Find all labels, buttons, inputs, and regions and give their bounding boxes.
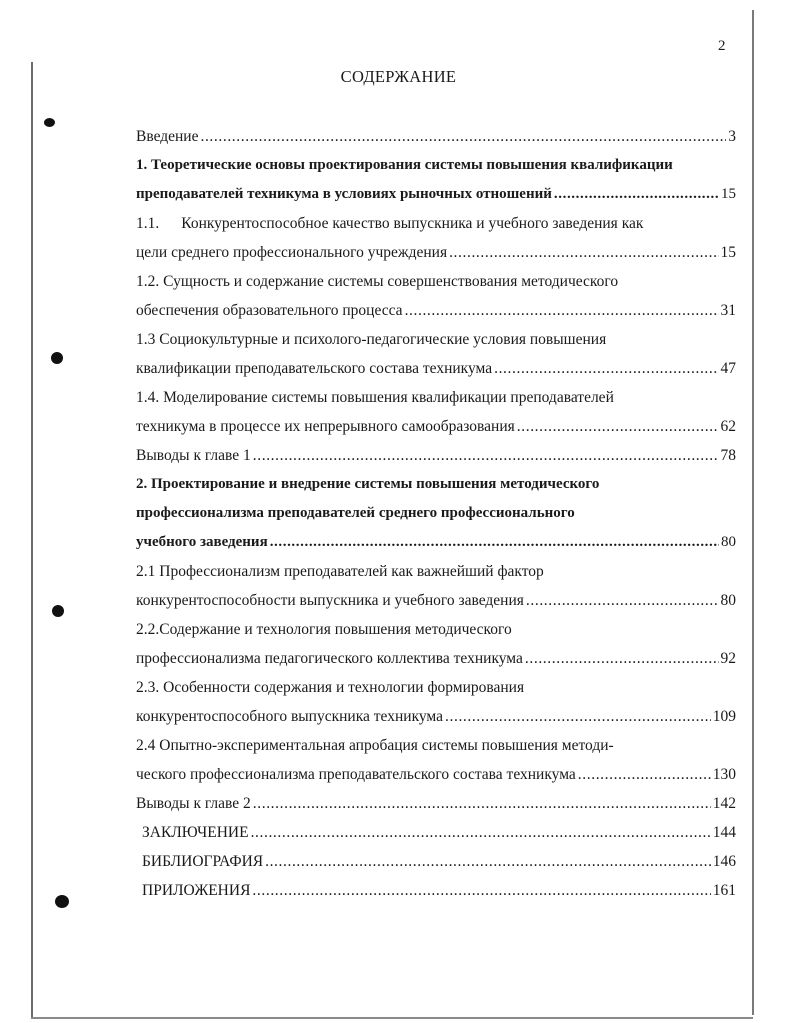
leader-dots xyxy=(200,122,726,151)
toc-entry-text: 2.4 Опытно-экспериментальная апробация системы повышения методи- xyxy=(136,737,614,754)
scan-bottom-edge xyxy=(31,1017,753,1019)
toc-entry-chapter-2-cont xyxy=(136,499,736,528)
toc-page-number: 130 xyxy=(712,766,736,783)
toc-entry-chapter-2 xyxy=(136,470,736,499)
toc-page-number: 62 xyxy=(720,418,736,435)
punch-hole-mark xyxy=(51,352,63,364)
table-of-contents xyxy=(136,122,736,905)
toc-entry-intro xyxy=(136,122,736,151)
toc-entry-text: 2.3. Особенности содержания и технологии формирования xyxy=(136,679,525,696)
toc-entry-section-2-4-cont xyxy=(136,760,736,789)
toc-entry-final-conclusion xyxy=(136,818,736,847)
toc-page-number: 3 xyxy=(728,128,736,145)
toc-entry-section-2-1-cont xyxy=(136,586,736,615)
toc-entry-section-2-3 xyxy=(136,673,736,702)
toc-entry-text: 2. Проектирование и внедрение системы повышения методического xyxy=(136,476,600,492)
toc-entry-section-2-3-cont xyxy=(136,702,736,731)
leader-dots xyxy=(445,702,711,731)
scan-right-edge xyxy=(752,10,754,1015)
toc-page-number: 92 xyxy=(720,650,736,667)
page-number: 2 xyxy=(718,38,726,54)
leader-dots xyxy=(525,644,719,673)
toc-entry-section-2-2 xyxy=(136,615,736,644)
toc-entry-chapter-1 xyxy=(136,151,736,180)
leader-dots xyxy=(494,354,718,383)
toc-page-number: 31 xyxy=(720,302,736,319)
toc-entry-text: цели среднего профессионального учреждения xyxy=(136,244,448,261)
toc-entry-text: профессионализма преподавателей среднего профессионального xyxy=(136,505,575,521)
leader-dots xyxy=(251,818,711,847)
toc-entry-section-1-3-cont xyxy=(136,354,736,383)
toc-entry-number: 1.1. xyxy=(136,215,160,232)
toc-entry-section-1-2 xyxy=(136,267,736,296)
leader-dots xyxy=(253,789,711,818)
toc-entry-text: 1.4. Моделирование системы повышения квалификации преподавателей xyxy=(136,389,614,406)
toc-page-number: 80 xyxy=(721,534,736,550)
leader-dots xyxy=(554,180,719,209)
toc-entry-conclusion-1 xyxy=(136,441,736,470)
toc-entry-text: преподавателей техникума в условиях рыночных отношений xyxy=(136,186,552,202)
leader-dots xyxy=(253,441,719,470)
toc-page-number: 15 xyxy=(720,244,736,261)
toc-entry-text: Конкурентоспособное качество выпускника и учебного заведения как xyxy=(181,215,644,232)
toc-page-number: 144 xyxy=(712,824,736,841)
toc-entry-text: 1.2. Сущность и содержание системы совершенствования методического xyxy=(136,273,619,290)
toc-entry-text: квалификации преподавательского состава техникума xyxy=(136,360,493,377)
toc-entry-text: обеспечения образовательного процесса xyxy=(136,302,403,319)
toc-entry-text: конкурентоспособности выпускника и учебного заведения xyxy=(136,592,524,609)
toc-entry-section-1-1 xyxy=(136,209,736,238)
leader-dots xyxy=(526,586,719,615)
toc-entry-section-2-1 xyxy=(136,557,736,586)
toc-entry-text: профессионализма педагогического коллектива техникума xyxy=(136,650,523,667)
leader-dots xyxy=(265,847,711,876)
toc-page-number: 142 xyxy=(712,795,736,812)
toc-entry-section-1-4-cont xyxy=(136,412,736,441)
leader-dots xyxy=(449,238,718,267)
toc-entry-text: 1.3 Социокультурные и психолого-педагогические условия повышения xyxy=(136,331,607,348)
toc-page-number: 146 xyxy=(712,853,736,870)
toc-entry-text: 2.1 Профессионализм преподавателей как важнейший фактор xyxy=(136,563,544,580)
toc-entry-section-1-3 xyxy=(136,325,736,354)
toc-entry-text: ЗАКЛЮЧЕНИЕ xyxy=(142,824,249,841)
toc-entry-text: конкурентоспособного выпускника техникума xyxy=(136,708,444,725)
leader-dots xyxy=(252,876,710,905)
toc-page-number: 109 xyxy=(712,708,736,725)
toc-title: СОДЕРЖАНИЕ xyxy=(340,67,457,86)
toc-entry-text: 1. Теоретические основы проектирования системы повышения квалификации xyxy=(136,157,673,173)
toc-page-number: 80 xyxy=(720,592,736,609)
leader-dots xyxy=(405,296,719,325)
toc-entry-section-1-2-cont xyxy=(136,296,736,325)
toc-entry-text: техникума в процессе их непрерывного самообразования xyxy=(136,418,515,435)
toc-entry-text: Введение xyxy=(136,128,199,145)
toc-entry-text: учебного заведения xyxy=(136,534,268,550)
toc-entry-text: ПРИЛОЖЕНИЯ xyxy=(142,882,251,899)
toc-entry-chapter-1-cont xyxy=(136,180,736,209)
toc-entry-text: БИБЛИОГРАФИЯ xyxy=(142,853,264,870)
toc-page-number: 161 xyxy=(712,882,736,899)
leader-dots xyxy=(578,760,711,789)
toc-page-number: 47 xyxy=(720,360,736,377)
toc-entry-text: Выводы к главе 1 xyxy=(136,447,251,464)
punch-hole-mark xyxy=(52,605,64,617)
toc-entry-text: Выводы к главе 2 xyxy=(136,795,251,812)
toc-entry-appendix xyxy=(136,876,736,905)
toc-entry-chapter-2-cont2 xyxy=(136,528,736,557)
toc-page-number: 78 xyxy=(720,447,736,464)
toc-entry-text: ческого профессионализма преподавательского состава техникума xyxy=(136,766,576,783)
punch-hole-mark xyxy=(55,895,69,908)
toc-entry-section-2-4 xyxy=(136,731,736,760)
scan-left-edge xyxy=(31,62,33,1017)
toc-entry-section-2-2-cont xyxy=(136,644,736,673)
leader-dots xyxy=(270,528,719,557)
toc-entry-conclusion-2 xyxy=(136,789,736,818)
toc-entry-section-1-1-cont xyxy=(136,238,736,267)
punch-hole-mark xyxy=(44,118,55,127)
toc-entry-bibliography xyxy=(136,847,736,876)
toc-page-number: 15 xyxy=(721,186,736,202)
toc-entry-section-1-4 xyxy=(136,383,736,412)
toc-entry-text: 2.2.Содержание и технология повышения методического xyxy=(136,621,512,638)
leader-dots xyxy=(517,412,719,441)
